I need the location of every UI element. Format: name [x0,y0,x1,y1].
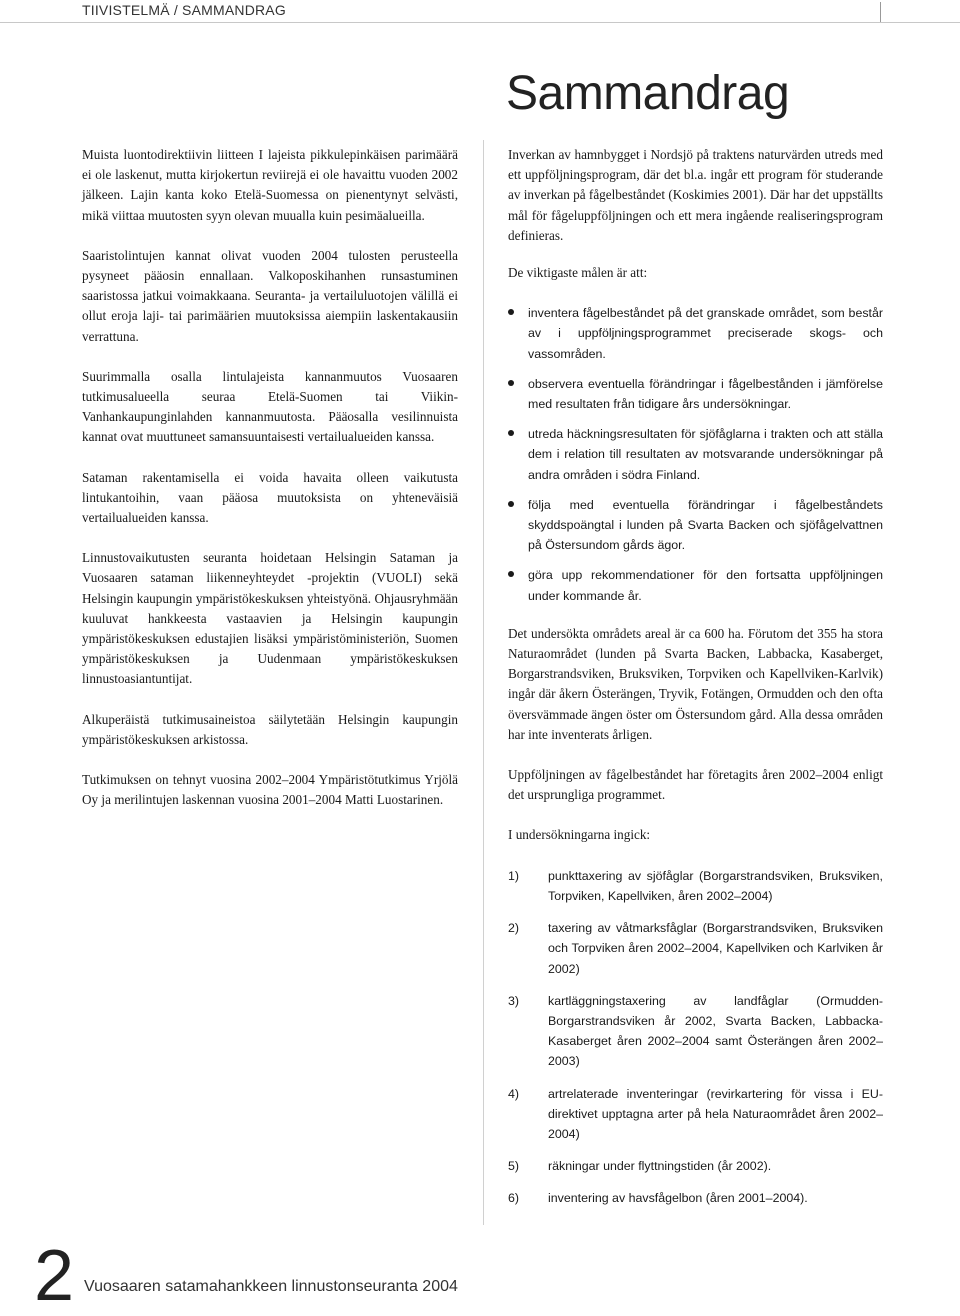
section-header: TIIVISTELMÄ / SAMMANDRAG [82,2,286,18]
list-item: 6) inventering av havsfågelbon (åren 2001–2004). [508,1191,808,1206]
paragraph: Alkuperäistä tutkimusaineistoa säilytetään Helsingin kaupungin ympäristökeskuksen arkistossa. [82,711,458,747]
bullet-icon [508,430,514,436]
column-divider [483,140,484,1225]
list-item: följa med eventuella förändringar i fågelbeståndets skyddspoängtal i lunden på Svarta Backen och sjöfågelvattnen på Östersundom gårds ägor. [508,495,883,556]
included-heading: I undersökningarna ingick: [508,827,651,843]
page-title: Sammandrag [506,67,790,120]
followup-paragraph: Uppföljningen av fågelbeståndet har företagits åren 2002–2004 enligt det ursprungliga programmet. [508,767,883,803]
list-item: 1) punkttaxering av sjöfåglar (Borgarstrandsviken, Bruksviken, Torpviken, Kapellviken, åren 2002–2004) [508,868,883,903]
bullet-icon [508,380,514,386]
list-item: 5) räkningar under flyttningstiden (år 2002). [508,1159,772,1174]
paragraph: Saaristolintujen kannat olivat vuoden 2004 tulosten perusteella pysyneet pääosin ennallaan. Valkoposkihanhen runsastuminen saaristossa jatkui voimakkaana. Seuranta- ja vertailuluotojen välillä ei ollut eroja laji- tai parimäärien muutoksissa aiempiin laskentakausiin verrattuna. [82,247,458,344]
goals-list [508,303,883,606]
header-divider [0,22,960,23]
list-item: göra upp rekommendationer för den fortsatta uppföljningen under kommande år. [508,565,883,605]
publication-title: Vuosaaren satamahankkeen linnustonseuranta 2004 [84,1278,458,1295]
goals-heading: De viktigaste målen är att: [508,265,648,281]
paragraph: Tutkimuksen on tehnyt vuosina 2002–2004 Ympäristötutkimus Yrjölä Oy ja merilintujen laskennan vuosina 2001–2004 Matti Luostarinen. [82,772,458,808]
bullet-icon [508,501,514,507]
list-item: observera eventuella förändringar i fågelbestånden i jämförelse med resultaten från tidigare års undersökningar. [508,374,883,414]
list-item: 3) kartläggningstaxering av landfåglar (Ormudden-Borgarstrandsviken år 2002, Svarta Backen, Labbacka-Kasaberget åren 2002–2004 samt Österängen åren 2002–2003) [508,993,883,1069]
paragraph: Suurimmalla osalla lintulajeista kannanmuutos Vuosaaren tutkimusalueella seuraa Etelä-Suomen tai Viikin-Vanhankaupunginlahden kannanmuutosta. Pääosalla vesilinnuista kannat ovat muuttuneet samansuuntaisesti vertailualueiden kanssa. [82,368,458,445]
finnish-summary-column [82,145,458,830]
bullet-icon [508,571,514,577]
page-number: 2 [34,1236,75,1316]
paragraph: Muista luontodirektiivin liitteen I lajeista pikkulepinkäisen parimäärä ei ole laskenut, mutta kirjokertun reviirejä ei ole havaittu vuoden 2002 jälkeen. Lajin kanta koko Etelä-Suomessa on pienentynyt selvästi, mikä viittaa muutosten syyn olevan muualla kuin pesimäalueilla. [82,147,458,223]
list-item: inventera fågelbeståndet på det granskade området, som består av i uppföljningsprogrammet preciserade skogs- och vassområden. [508,303,883,364]
area-paragraph: Det undersökta områdets areal är ca 600 ha. Förutom det 355 ha stora Naturaområdet (lunden på Svarta Backen, Labbacka, Kasaberget, Borgarstrandsviken, Bruksviken, Torpviken och Kapellviken-Karlvik) ingår där åkern Österängen, Tryvik, Fotängen, Ormudden och den ofta översvämmade ängen öster om Östersundom gård. Alla dessa områden har inte inventerats årligen. [508,625,883,742]
header-mark [880,2,881,23]
swedish-summary-column [508,145,883,1221]
intro-paragraph: Inverkan av hamnbygget i Nordsjö på traktens naturvärden utreds med ett uppföljningsprogram, där det bl.a. ingår ett program för studerande av inverkan på fågelbeståndet (Koskimies 2001). Där har det uppställts mål för fågeluppföljningen och ett mera ingående realiseringsprogram definieras. [508,147,884,243]
paragraph: Sataman rakentamisella ei voida havaita olleen vaikutusta lintukantoihin, vaan pääosa muutoksista on yhteneväisiä vertailualueiden kanssa. [82,469,458,526]
bullet-icon [508,309,514,315]
included-list [508,866,883,1209]
paragraph: Linnustovaikutusten seuranta hoidetaan Helsingin Sataman ja Vuosaaren sataman liikenneyhteydet -projektin (VUOLI) sekä Helsingin kaupungin ympäristökeskuksen yhteistyönä. Ohjausryhmään kuuluvat hankkeesta vastaavien ja Helsingin kaupungin ympäristökeskuksen edustajien lisäksi ympäristöministeriön, Suomen ympäristökeskuksen ja Uudenmaan ympäristökeskuksen linnustoasiantuntijat. [82,550,458,687]
list-item: utreda häckningsresultaten för sjöfåglarna i trakten och att ställa dem i relation till resultaten av motsvarande undersökningar på andra områden i södra Finland. [508,424,883,485]
list-item: 2) taxering av våtmarksfåglar (Borgarstrandsviken, Bruksviken och Torpviken åren 2002–2004, Kapellviken och Karlviken år 2002) [508,921,883,976]
list-item: 4) artrelaterade inventeringar (revirkartering för vissa i EU-direktivet upptagna arter på hela Naturaområdet åren 2002–2004) [508,1086,883,1141]
